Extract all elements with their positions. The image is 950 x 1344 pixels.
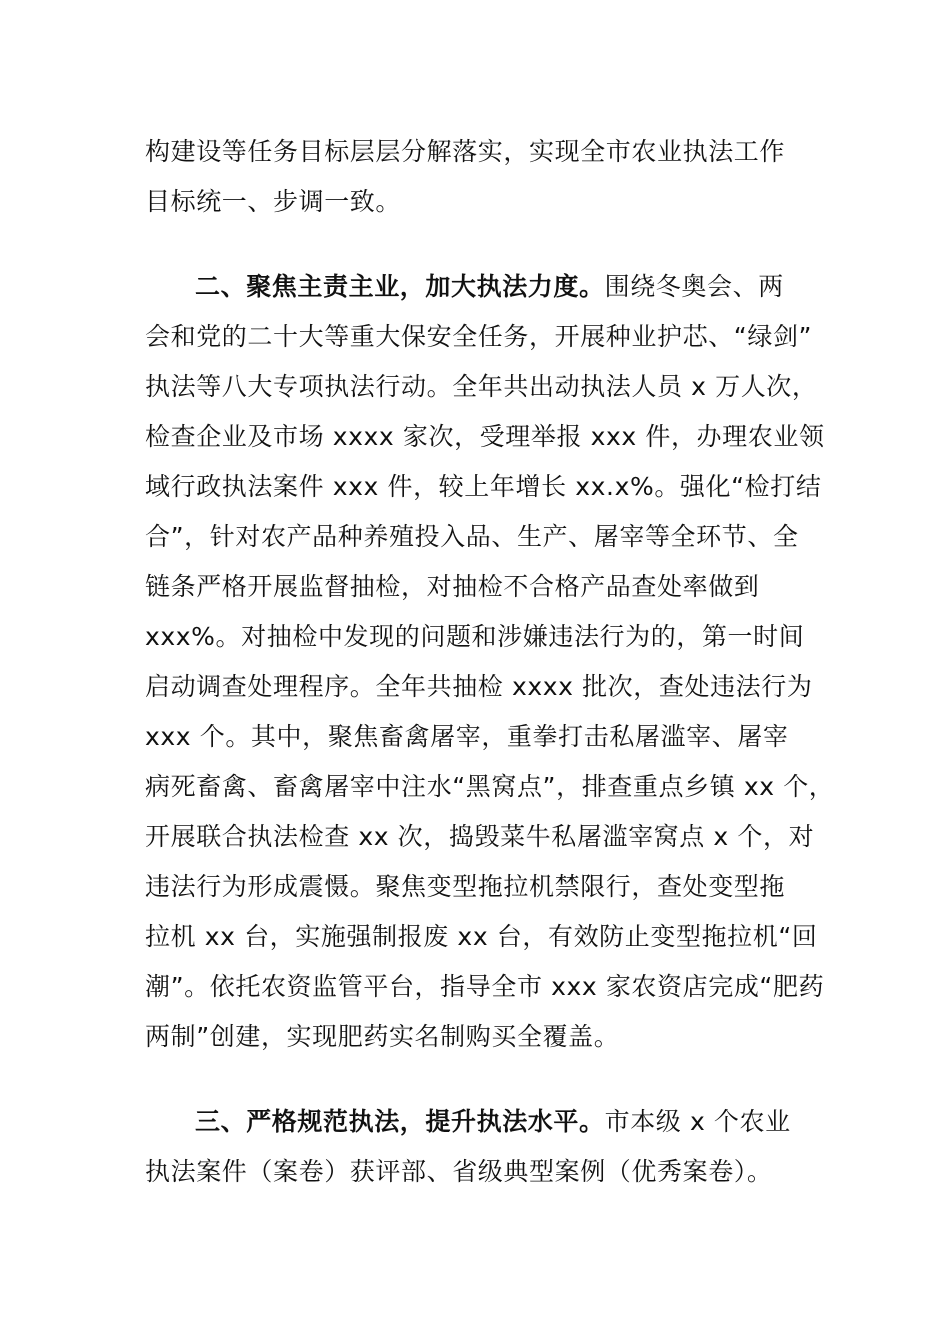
paragraph-1-line-2: 目标统一、步调一致。 <box>145 187 402 216</box>
paragraph-2-line: xxx 个。其中，聚焦畜禽屠宰，重拳打击私屠滥宰、屠宰 <box>145 722 789 751</box>
paragraph-2-first-line <box>195 272 784 302</box>
paragraph-2-line: 开展联合执法检查 xx 次，捣毁菜牛私屠滥宰窝点 x 个，对 <box>145 822 815 851</box>
paragraph-3-line: 执法案件（案卷）获评部、省级典型案例（优秀案卷）。 <box>145 1157 773 1186</box>
paragraph-2-line: 检查企业及市场 xxxx 家次，受理举报 xxx 件，办理农业领 <box>145 422 825 451</box>
paragraph-3-first-line-text: 市本级 x 个农业 <box>604 1107 791 1136</box>
paragraph-2-line: 域行政执法案件 xxx 件，较上年增长 xx.x%。强化“检打结 <box>145 472 822 501</box>
paragraph-2-line: 拉机 xx 台，实施强制报废 xx 台，有效防止变型拖拉机“回 <box>145 922 818 951</box>
paragraph-1-line-1: 构建设等任务目标层层分解落实，实现全市农业执法工作 <box>145 137 786 166</box>
paragraph-2-line: 执法等八大专项执法行动。全年共出动执法人员 x 万人次， <box>145 372 818 401</box>
paragraph-2-first-line-text: 围绕冬奥会、两 <box>604 272 784 301</box>
paragraph-2-line: 会和党的二十大等重大保安全任务，开展种业护芯、“绿剑” <box>145 322 813 351</box>
paragraph-2-line: 合”，针对农产品种养殖投入品、生产、屠宰等全环节、全 <box>145 522 799 551</box>
paragraph-2-line: 启动调查处理程序。全年共抽检 xxxx 批次，查处违法行为 <box>145 672 813 701</box>
paragraph-2-heading: 二、聚焦主责主业，加大执法力度。 <box>195 272 605 301</box>
paragraph-3-heading: 三、严格规范执法，提升执法水平。 <box>195 1107 605 1136</box>
paragraph-2-line: 违法行为形成震慑。聚焦变型拖拉机禁限行，查处变型拖 <box>145 872 786 901</box>
paragraph-3-first-line <box>195 1107 791 1137</box>
paragraph-2-line: 病死畜禽、畜禽屠宰中注水“黑窝点”，排查重点乡镇 xx 个， <box>145 772 835 801</box>
paragraph-2-line: 链条严格开展监督抽检，对抽检不合格产品查处率做到 <box>145 572 760 601</box>
paragraph-2-line: xxx%。对抽检中发现的问题和涉嫌违法行为的，第一时间 <box>145 622 805 651</box>
paragraph-2-line: 潮”。依托农资监管平台，指导全市 xxx 家农资店完成“肥药 <box>145 972 825 1001</box>
paragraph-2-line: 两制”创建，实现肥药实名制购买全覆盖。 <box>145 1022 620 1051</box>
